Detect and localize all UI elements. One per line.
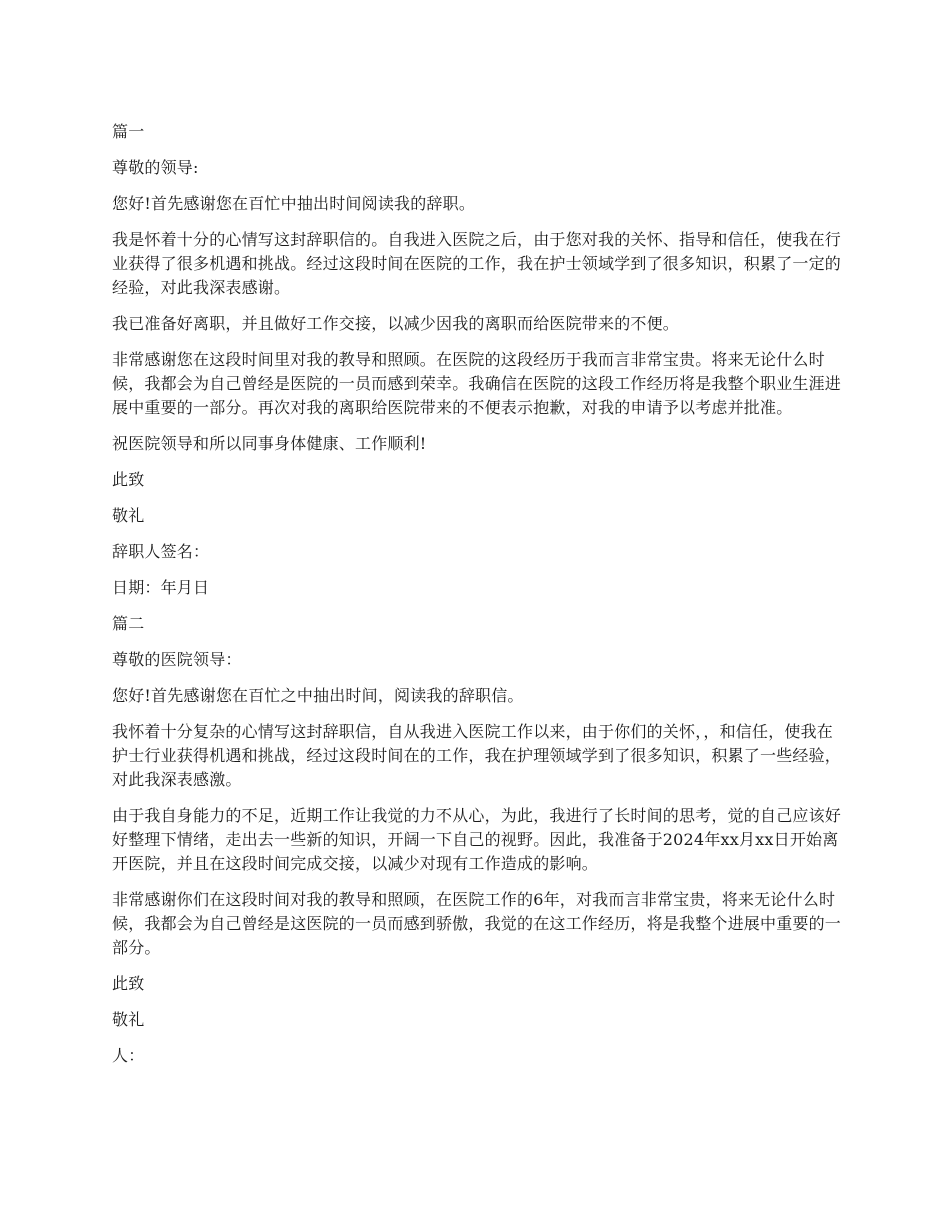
closing-wish: 祝医院领导和所以同事身体健康、工作顺利!	[112, 434, 427, 453]
closing-line: 此致	[112, 974, 145, 993]
section-heading-1: 篇一	[112, 122, 145, 141]
signature-line: 人：	[112, 1046, 145, 1065]
document-body	[112, 120, 847, 1080]
salutation: 尊敬的医院领导：	[112, 650, 242, 669]
body-paragraph: 我是怀着十分的心情写这封辞职信的。自我进入医院之后，由于您对我的关怀、指导和信任，使我在行业获得了很多机遇和挑战。经过这段时间在医院的工作，我在护士领域学到了很多知识，积累了一定的经验，对此我深表感谢。	[112, 230, 842, 297]
signature-line: 辞职人签名：	[112, 542, 210, 561]
body-paragraph: 非常感谢你们在这段时间对我的教导和照顾，在医院工作的6年，对我而言非常宝贵，将来无论什么时候，我都会为自己曾经是这医院的一员而感到骄傲，我觉的在这工作经历，将是我整个进展中重要的一部分。	[112, 890, 842, 957]
body-paragraph: 我怀着十分复杂的心情写这封辞职信，自从我进入医院工作以来，由于你们的关怀，，和信任，使我在护士行业获得机遇和挑战，经过这段时间在的工作，我在护理领域学到了很多知识，积累了一些经验，对此我深表感激。	[112, 722, 842, 789]
closing-line: 敬礼	[112, 506, 145, 525]
greeting: 您好!首先感谢您在百忙中抽出时间阅读我的辞职。	[112, 194, 476, 213]
body-paragraph: 我已准备好离职，并且做好工作交接，以减少因我的离职而给医院带来的不便。	[112, 314, 680, 333]
section-heading-2: 篇二	[112, 614, 145, 633]
body-paragraph: 由于我自身能力的不足，近期工作让我觉的力不从心，为此，我进行了长时间的思考，觉的自己应该好好整理下情绪，走出去一些新的知识，开阔一下自己的视野。因此，我准备于2024年xx月xx日开始离开医院，并且在这段时间完成交接，以减少对现有工作造成的影响。	[112, 806, 842, 873]
body-paragraph: 非常感谢您在这段时间里对我的教导和照顾。在医院的这段经历于我而言非常宝贵。将来无论什么时候，我都会为自己曾经是医院的一员而感到荣幸。我确信在医院的这段工作经历将是我整个职业生涯进展中重要的一部分。再次对我的离职给医院带来的不便表示抱歉，对我的申请予以考虑并批准。	[112, 350, 842, 417]
salutation: 尊敬的领导:	[112, 158, 199, 177]
greeting: 您好!首先感谢您在百忙之中抽出时间，阅读我的辞职信。	[112, 686, 524, 705]
date-line: 日期：年月日	[112, 578, 210, 597]
closing-line: 敬礼	[112, 1010, 145, 1029]
closing-line: 此致	[112, 470, 145, 489]
